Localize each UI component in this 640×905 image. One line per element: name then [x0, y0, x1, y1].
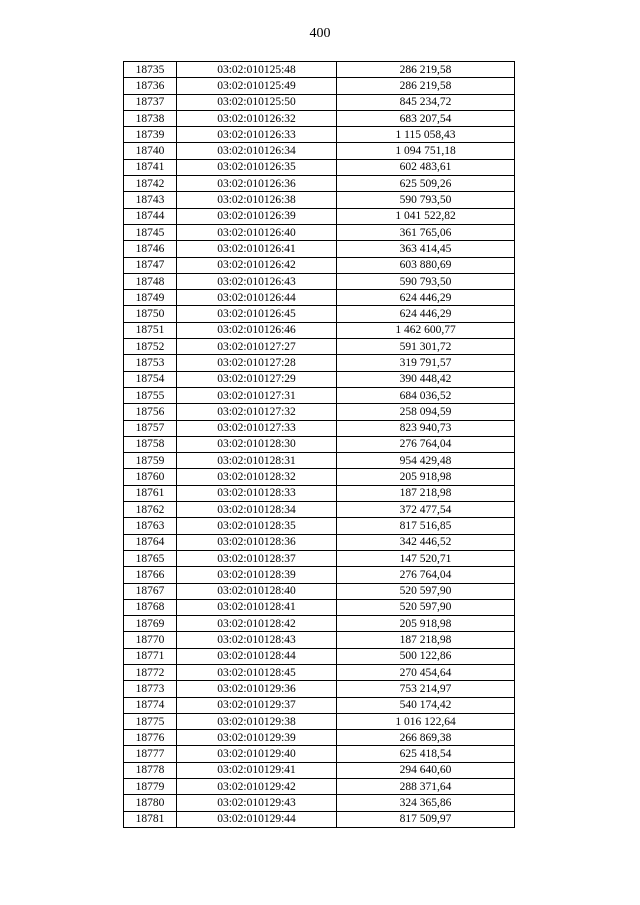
- row-number-cell: 18738: [124, 110, 177, 126]
- cadastral-value-cell: 520 597,90: [337, 583, 515, 599]
- row-number-cell: 18757: [124, 420, 177, 436]
- cadastral-number-cell: 03:02:010129:37: [177, 697, 337, 713]
- cadastral-value-cell: 288 371,64: [337, 779, 515, 795]
- table-row: [124, 241, 515, 257]
- table-row: [124, 208, 515, 224]
- row-number-cell: 18755: [124, 387, 177, 403]
- cadastral-value-cell: 520 597,90: [337, 599, 515, 615]
- row-number-cell: 18744: [124, 208, 177, 224]
- cadastral-value-cell: 500 122,86: [337, 648, 515, 664]
- cadastral-value-cell: 625 418,54: [337, 746, 515, 762]
- cadastral-value-cell: 603 880,69: [337, 257, 515, 273]
- row-number-cell: 18771: [124, 648, 177, 664]
- cadastral-number-cell: 03:02:010129:38: [177, 713, 337, 729]
- row-number-cell: 18750: [124, 306, 177, 322]
- table-row: [124, 127, 515, 143]
- cadastral-value-cell: 147 520,71: [337, 550, 515, 566]
- row-number-cell: 18775: [124, 713, 177, 729]
- table-row: [124, 94, 515, 110]
- table-row: [124, 485, 515, 501]
- table-row: [124, 192, 515, 208]
- cadastral-number-cell: 03:02:010126:40: [177, 224, 337, 240]
- table-row: [124, 453, 515, 469]
- table-row: [124, 648, 515, 664]
- cadastral-value-cell: 817 509,97: [337, 811, 515, 827]
- cadastral-value-cell: 624 446,29: [337, 290, 515, 306]
- row-number-cell: 18778: [124, 762, 177, 778]
- table-row: [124, 599, 515, 615]
- row-number-cell: 18746: [124, 241, 177, 257]
- row-number-cell: 18767: [124, 583, 177, 599]
- cadastral-value-cell: 361 765,06: [337, 224, 515, 240]
- table-row: [124, 681, 515, 697]
- cadastral-value-cell: 342 446,52: [337, 534, 515, 550]
- cadastral-value-cell: 540 174,42: [337, 697, 515, 713]
- cadastral-number-cell: 03:02:010128:31: [177, 453, 337, 469]
- table-row: [124, 550, 515, 566]
- row-number-cell: 18752: [124, 339, 177, 355]
- row-number-cell: 18747: [124, 257, 177, 273]
- cadastral-number-cell: 03:02:010127:32: [177, 404, 337, 420]
- row-number-cell: 18764: [124, 534, 177, 550]
- table-row: [124, 62, 515, 78]
- row-number-cell: 18766: [124, 567, 177, 583]
- table-row: [124, 436, 515, 452]
- table-row: [124, 664, 515, 680]
- row-number-cell: 18741: [124, 159, 177, 175]
- cadastral-number-cell: 03:02:010126:44: [177, 290, 337, 306]
- cadastral-number-cell: 03:02:010126:45: [177, 306, 337, 322]
- row-number-cell: 18740: [124, 143, 177, 159]
- cadastral-number-cell: 03:02:010129:41: [177, 762, 337, 778]
- cadastral-number-cell: 03:02:010129:40: [177, 746, 337, 762]
- row-number-cell: 18749: [124, 290, 177, 306]
- cadastral-value-cell: 187 218,98: [337, 485, 515, 501]
- cadastral-number-cell: 03:02:010126:35: [177, 159, 337, 175]
- cadastral-value-cell: 286 219,58: [337, 78, 515, 94]
- cadastral-number-cell: 03:02:010126:43: [177, 273, 337, 289]
- cadastral-number-cell: 03:02:010127:33: [177, 420, 337, 436]
- cadastral-number-cell: 03:02:010125:50: [177, 94, 337, 110]
- cadastral-number-cell: 03:02:010126:34: [177, 143, 337, 159]
- cadastral-value-cell: 823 940,73: [337, 420, 515, 436]
- table-row: [124, 273, 515, 289]
- table-row: [124, 257, 515, 273]
- cadastral-number-cell: 03:02:010126:42: [177, 257, 337, 273]
- row-number-cell: 18756: [124, 404, 177, 420]
- cadastral-value-cell: 817 516,85: [337, 518, 515, 534]
- row-number-cell: 18774: [124, 697, 177, 713]
- cadastral-value-cell: 1 016 122,64: [337, 713, 515, 729]
- table-row: [124, 730, 515, 746]
- cadastral-number-cell: 03:02:010128:37: [177, 550, 337, 566]
- row-number-cell: 18765: [124, 550, 177, 566]
- cadastral-value-cell: 624 446,29: [337, 306, 515, 322]
- cadastral-number-cell: 03:02:010128:40: [177, 583, 337, 599]
- cadastral-number-cell: 03:02:010128:33: [177, 485, 337, 501]
- row-number-cell: 18758: [124, 436, 177, 452]
- cadastral-number-cell: 03:02:010127:29: [177, 371, 337, 387]
- table-row: [124, 306, 515, 322]
- table-body: [124, 62, 515, 828]
- cadastral-value-cell: 625 509,26: [337, 176, 515, 192]
- table-row: [124, 224, 515, 240]
- row-number-cell: 18780: [124, 795, 177, 811]
- cadastral-value-cell: 1 094 751,18: [337, 143, 515, 159]
- cadastral-value-cell: 276 764,04: [337, 567, 515, 583]
- cadastral-value-cell: 276 764,04: [337, 436, 515, 452]
- cadastral-number-cell: 03:02:010126:39: [177, 208, 337, 224]
- cadastral-value-cell: 590 793,50: [337, 273, 515, 289]
- cadastral-value-cell: 590 793,50: [337, 192, 515, 208]
- table-row: [124, 779, 515, 795]
- table-row: [124, 176, 515, 192]
- cadastral-number-cell: 03:02:010129:36: [177, 681, 337, 697]
- cadastral-value-cell: 319 791,57: [337, 355, 515, 371]
- row-number-cell: 18759: [124, 453, 177, 469]
- table-row: [124, 795, 515, 811]
- table-row: [124, 583, 515, 599]
- table-row: [124, 387, 515, 403]
- row-number-cell: 18739: [124, 127, 177, 143]
- row-number-cell: 18737: [124, 94, 177, 110]
- cadastral-value-cell: 205 918,98: [337, 469, 515, 485]
- row-number-cell: 18770: [124, 632, 177, 648]
- table-row: [124, 762, 515, 778]
- table-row: [124, 290, 515, 306]
- cadastral-number-cell: 03:02:010128:30: [177, 436, 337, 452]
- table-row: [124, 632, 515, 648]
- table-row: [124, 110, 515, 126]
- table-row: [124, 534, 515, 550]
- cadastral-number-cell: 03:02:010129:39: [177, 730, 337, 746]
- row-number-cell: 18742: [124, 176, 177, 192]
- cadastral-value-cell: 1 115 058,43: [337, 127, 515, 143]
- cadastral-number-cell: 03:02:010126:33: [177, 127, 337, 143]
- row-number-cell: 18761: [124, 485, 177, 501]
- page-number: 400: [309, 26, 331, 41]
- cadastral-value-cell: 372 477,54: [337, 502, 515, 518]
- row-number-cell: 18751: [124, 322, 177, 338]
- table-row: [124, 697, 515, 713]
- row-number-cell: 18760: [124, 469, 177, 485]
- cadastral-number-cell: 03:02:010128:42: [177, 616, 337, 632]
- cadastral-value-cell: 591 301,72: [337, 339, 515, 355]
- table-row: [124, 339, 515, 355]
- cadastral-number-cell: 03:02:010128:39: [177, 567, 337, 583]
- cadastral-value-cell: 294 640,60: [337, 762, 515, 778]
- row-number-cell: 18777: [124, 746, 177, 762]
- table-row: [124, 502, 515, 518]
- table-row: [124, 420, 515, 436]
- cadastral-number-cell: 03:02:010126:41: [177, 241, 337, 257]
- row-number-cell: 18768: [124, 599, 177, 615]
- cadastral-value-cell: 684 036,52: [337, 387, 515, 403]
- row-number-cell: 18772: [124, 664, 177, 680]
- cadastral-value-cell: 187 218,98: [337, 632, 515, 648]
- cadastral-number-cell: 03:02:010128:32: [177, 469, 337, 485]
- cadastral-number-cell: 03:02:010126:32: [177, 110, 337, 126]
- cadastral-number-cell: 03:02:010129:43: [177, 795, 337, 811]
- row-number-cell: 18773: [124, 681, 177, 697]
- cadastral-value-cell: 258 094,59: [337, 404, 515, 420]
- row-number-cell: 18762: [124, 502, 177, 518]
- row-number-cell: 18754: [124, 371, 177, 387]
- cadastral-value-cell: 954 429,48: [337, 453, 515, 469]
- cadastral-number-cell: 03:02:010125:49: [177, 78, 337, 94]
- cadastral-number-cell: 03:02:010128:41: [177, 599, 337, 615]
- row-number-cell: 18745: [124, 224, 177, 240]
- row-number-cell: 18743: [124, 192, 177, 208]
- cadastral-value-cell: 363 414,45: [337, 241, 515, 257]
- cadastral-number-cell: 03:02:010128:43: [177, 632, 337, 648]
- table-row: [124, 811, 515, 827]
- cadastral-value-cell: 270 454,64: [337, 664, 515, 680]
- cadastral-number-cell: 03:02:010127:31: [177, 387, 337, 403]
- table-row: [124, 469, 515, 485]
- table-row: [124, 746, 515, 762]
- row-number-cell: 18776: [124, 730, 177, 746]
- row-number-cell: 18735: [124, 62, 177, 78]
- cadastral-value-cell: 683 207,54: [337, 110, 515, 126]
- row-number-cell: 18781: [124, 811, 177, 827]
- cadastral-value-cell: 845 234,72: [337, 94, 515, 110]
- cadastral-value-cell: 324 365,86: [337, 795, 515, 811]
- table-row: [124, 518, 515, 534]
- cadastral-value-cell: 205 918,98: [337, 616, 515, 632]
- cadastral-number-cell: 03:02:010127:28: [177, 355, 337, 371]
- cadastral-value-cell: 286 219,58: [337, 62, 515, 78]
- table-row: [124, 567, 515, 583]
- row-number-cell: 18769: [124, 616, 177, 632]
- row-number-cell: 18736: [124, 78, 177, 94]
- cadastral-value-table: [123, 61, 515, 828]
- table-row: [124, 404, 515, 420]
- cadastral-number-cell: 03:02:010126:38: [177, 192, 337, 208]
- cadastral-number-cell: 03:02:010125:48: [177, 62, 337, 78]
- table-row: [124, 355, 515, 371]
- cadastral-number-cell: 03:02:010127:27: [177, 339, 337, 355]
- cadastral-number-cell: 03:02:010129:42: [177, 779, 337, 795]
- table-row: [124, 322, 515, 338]
- cadastral-value-cell: 753 214,97: [337, 681, 515, 697]
- table-row: [124, 78, 515, 94]
- cadastral-number-cell: 03:02:010128:45: [177, 664, 337, 680]
- cadastral-number-cell: 03:02:010128:36: [177, 534, 337, 550]
- cadastral-number-cell: 03:02:010128:35: [177, 518, 337, 534]
- table-row: [124, 159, 515, 175]
- cadastral-value-cell: 1 462 600,77: [337, 322, 515, 338]
- cadastral-number-cell: 03:02:010126:46: [177, 322, 337, 338]
- table-row: [124, 713, 515, 729]
- row-number-cell: 18779: [124, 779, 177, 795]
- cadastral-number-cell: 03:02:010126:36: [177, 176, 337, 192]
- cadastral-number-cell: 03:02:010128:34: [177, 502, 337, 518]
- cadastral-number-cell: 03:02:010129:44: [177, 811, 337, 827]
- row-number-cell: 18748: [124, 273, 177, 289]
- row-number-cell: 18763: [124, 518, 177, 534]
- cadastral-value-cell: 1 041 522,82: [337, 208, 515, 224]
- table-row: [124, 371, 515, 387]
- table-row: [124, 616, 515, 632]
- table-row: [124, 143, 515, 159]
- cadastral-value-cell: 390 448,42: [337, 371, 515, 387]
- cadastral-value-cell: 266 869,38: [337, 730, 515, 746]
- row-number-cell: 18753: [124, 355, 177, 371]
- cadastral-value-cell: 602 483,61: [337, 159, 515, 175]
- cadastral-number-cell: 03:02:010128:44: [177, 648, 337, 664]
